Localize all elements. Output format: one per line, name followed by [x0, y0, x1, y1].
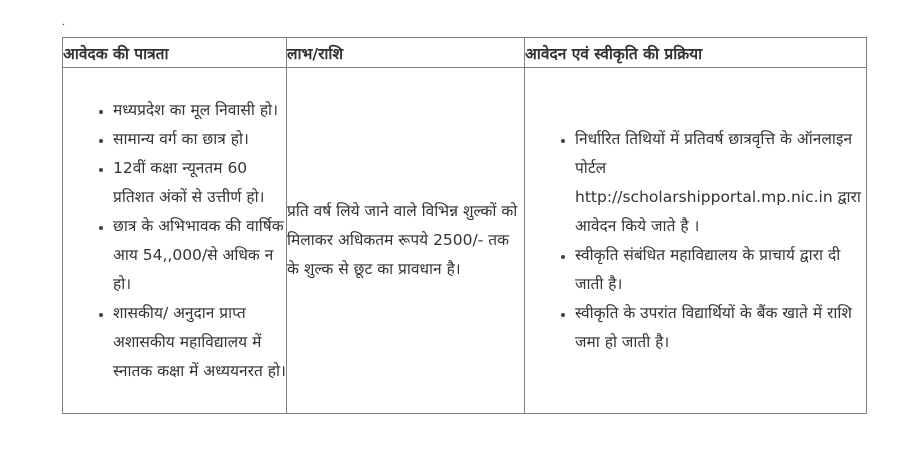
- list-item: • छात्र के अभिभावक की वार्षिक आय 54,,000/से अधिक न हो।: [113, 212, 286, 299]
- list-item: • शासकीय/ अनुदान प्राप्त अशासकीय महाविद्यालय में स्नातक कक्षा में अध्ययनरत हो।: [113, 299, 286, 386]
- benefit-cell: [287, 68, 525, 414]
- list-item: • 12वीं कक्षा न्यूनतम 60 प्रतिशत अंकों से उत्तीर्ण हो।: [113, 154, 286, 212]
- list-item: • स्वीकृति के उपरांत विद्यार्थियों के बैंक खाते में राशि जमा हो जाती है।: [575, 299, 866, 357]
- list-item: • स्वीकृति संबंधित महाविद्यालय के प्राचार्य द्वारा दी जाती है।: [575, 241, 866, 299]
- list-item: • सामान्य वर्ग का छात्र हो।: [113, 125, 286, 154]
- header-benefit: लाभ/राशि: [287, 38, 525, 68]
- eligibility-list: [63, 96, 286, 386]
- process-list: [525, 125, 866, 357]
- list-item: • मध्यप्रदेश का मूल निवासी हो।: [113, 96, 286, 125]
- eligibility-cell: [63, 68, 287, 414]
- benefit-text: प्रति वर्ष लिये जाने वाले विभिन्न शुल्कों को मिलाकर अधिकतम रूपये 2500/- तक के शुल्क से छूट का प्रावधान है।: [287, 202, 518, 278]
- stray-dot: .: [62, 17, 66, 28]
- table-row: [63, 68, 867, 414]
- header-eligibility: आवेदक की पात्रता: [63, 38, 287, 68]
- process-cell: [525, 68, 867, 414]
- header-row: [63, 38, 867, 68]
- header-process: आवेदन एवं स्वीकृति की प्रक्रिया: [525, 38, 867, 68]
- scholarship-info-table: [62, 37, 867, 414]
- list-item: • निर्धारित तिथियों में प्रतिवर्ष छात्रवृत्ति के ऑनलाइन पोर्टल http://scholarshipportal.mp.nic.in द्वारा आवेदन किये जाते है ।: [575, 125, 866, 241]
